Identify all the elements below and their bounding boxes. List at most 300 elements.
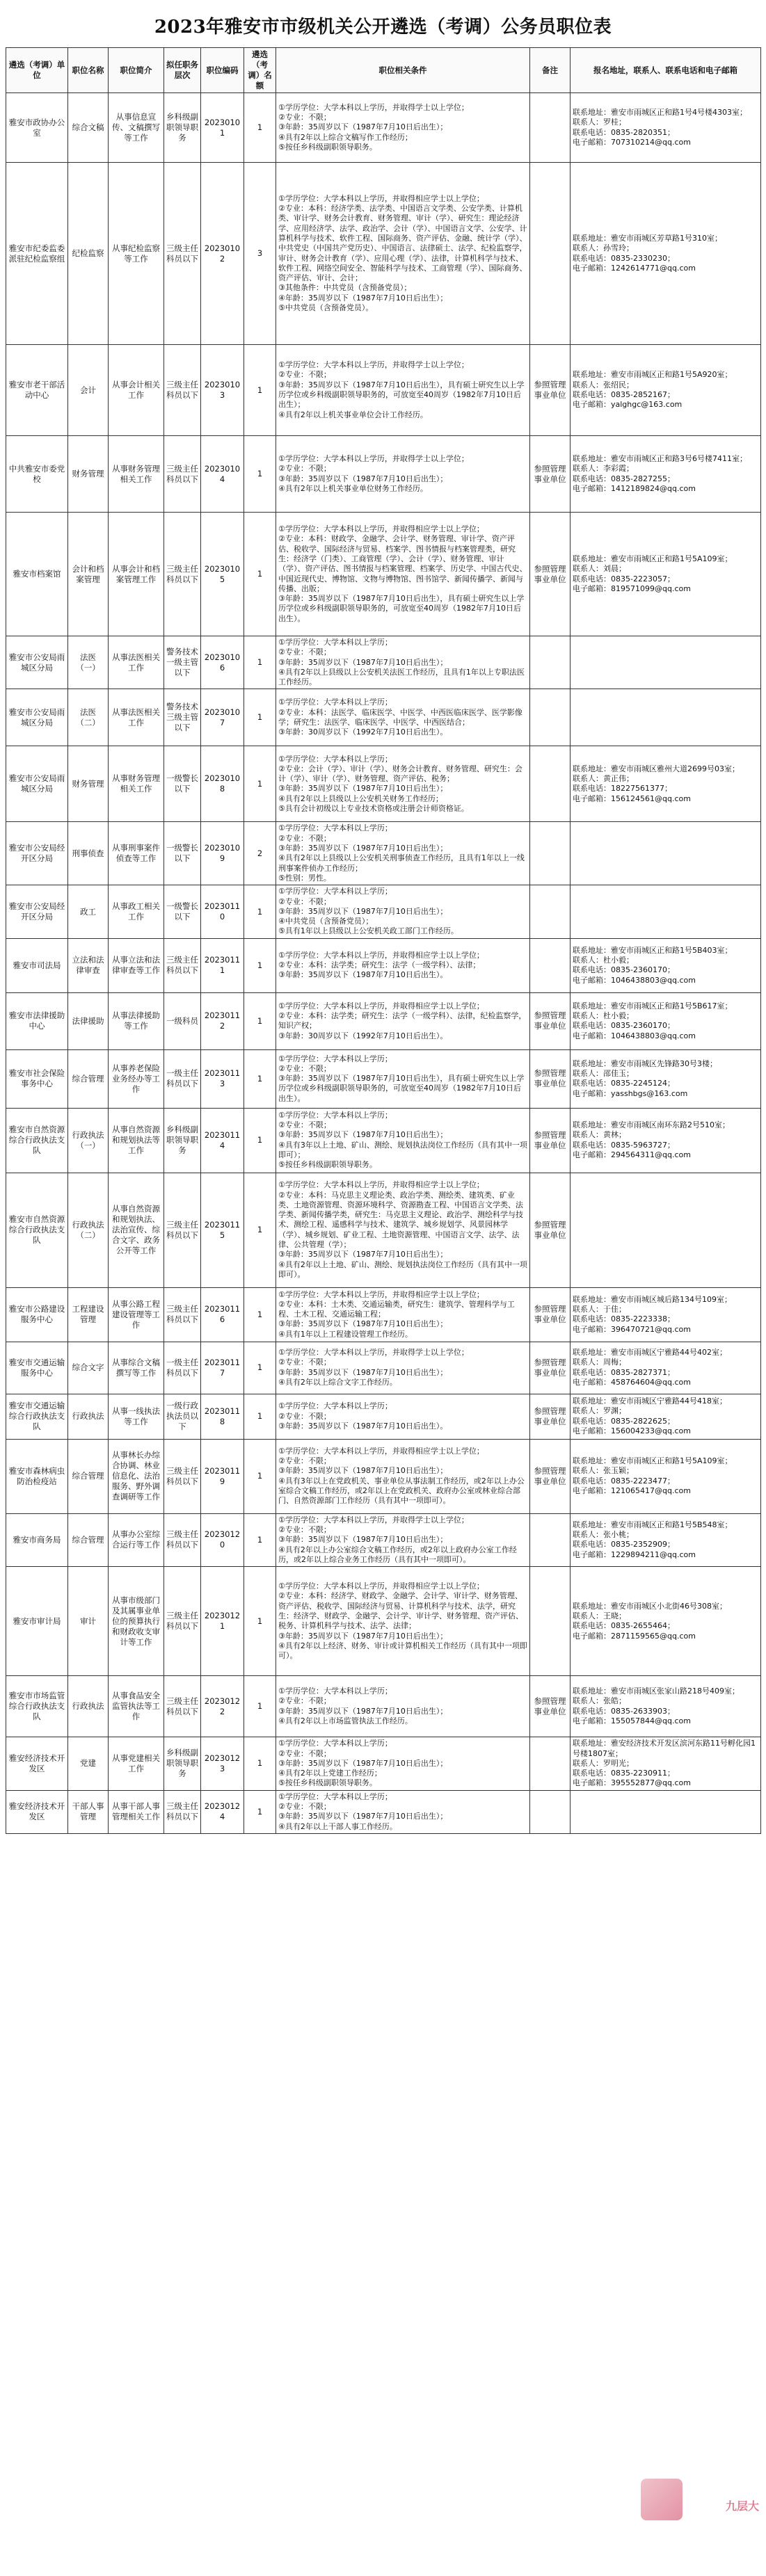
condition-line: ③年龄：35周岁以下（1987年7月10日后出生）； (278, 1466, 448, 1476)
cell-quota: 1 (244, 1737, 276, 1790)
condition-line: ②专业：本科：法医学、临床医学、中医学、中西医临床医学、医学影像学；研究生：法医学、临床医学、中医学、中西医结合； (278, 707, 522, 727)
condition-line: ④年龄：35周岁以下（1987年7月10日后出生）； (278, 293, 448, 303)
cell-contact (570, 163, 761, 345)
cell-contact (570, 1676, 761, 1737)
condition-line: ①学历学位：大学本科以上学历； (278, 1687, 392, 1696)
contact-line: 联系地址：雅安市雨城区正和路1号5B548室； (573, 1520, 733, 1529)
condition-line: ③年龄：35周岁以下（1987年7月10日后出生）； (278, 1130, 448, 1140)
cell-quota: 1 (244, 1049, 276, 1108)
contact-line: 电子邮箱：1229894211@qq.com (573, 1549, 696, 1559)
condition-line: ①学历学位：大学本科以上学历； (278, 1054, 392, 1063)
condition-line: ①学历学位：大学本科以上学历，并取得相应学士以上学位； (278, 1581, 484, 1591)
table-row (6, 1676, 761, 1737)
contact-line: 电子邮箱：156124561@qq.com (573, 794, 691, 803)
contact-line: 联系电话：0835-2820351； (573, 127, 675, 137)
table-row (6, 1790, 761, 1833)
contact-line: 联系电话：0835-2360170； (573, 1021, 675, 1031)
table-row (6, 345, 761, 436)
cell-code: 20230116 (201, 1287, 244, 1342)
condition-line: ②专业：本科：财政学、金融学、会计学、财务管理、审计学、资产评估、税收学、国际经济与贸易、档案学、图书情报与档案管理类，研究生：经济学（门类）、工商管理（学）、会计（学）、财务管理、审计（学）、资产评估、图书情报与档案管理、档案学、历史学、中国古代史、中国近现代史、博物馆、文物与博物馆、图书馆学、新闻传播学、新闻与传播、出版； (278, 534, 527, 593)
cell-position: 财务管理 (68, 746, 109, 822)
cell-quota: 1 (244, 1513, 276, 1566)
cell-unit: 雅安市市场监管综合行政执法支队 (6, 1676, 68, 1737)
contact-line: 联系人：张玉颖； (573, 1466, 634, 1476)
cell-contact (570, 93, 761, 163)
condition-line: ①学历学位：大学本科以上学历，并取得相应学士以上学位； (278, 1289, 484, 1299)
cell-quota: 1 (244, 93, 276, 163)
table-row (6, 1439, 761, 1513)
table-row (6, 1737, 761, 1790)
cell-position: 行政执法 (68, 1676, 109, 1737)
condition-line: ②专业：不限； (278, 1748, 331, 1758)
cell-position: 干部人事管理 (68, 1790, 109, 1833)
condition-line: ③年龄：35周岁以下（1987年7月10日后出生）； (278, 1535, 448, 1545)
condition-line: ③年龄：35周岁以下（1987年7月10日后出生）； (278, 657, 448, 667)
cell-conditions (276, 1049, 530, 1108)
header-quota: 遴选（考调）名额 (244, 48, 276, 93)
cell-quota: 1 (244, 1287, 276, 1342)
cell-unit: 雅安市交通运输综合行政执法支队 (6, 1394, 68, 1439)
cell-code: 20230118 (201, 1394, 244, 1439)
cell-quota: 1 (244, 1676, 276, 1737)
contact-line: 联系人：罗桂； (573, 118, 626, 127)
condition-line: ③年龄：35周岁以下（1987年7月10日后出生）； (278, 844, 448, 853)
condition-line: ③年龄：30周岁以下（1992年7月10日后出生）。 (278, 727, 448, 737)
contact-line: 联系人：张绍民； (573, 380, 634, 389)
cell-contact (570, 689, 761, 746)
condition-line: ②专业：不限； (278, 1411, 331, 1421)
cell-level: 三级主任科员以下 (164, 345, 201, 436)
cell-position: 审计 (68, 1567, 109, 1676)
cell-quota: 1 (244, 436, 276, 513)
cell-code: 20230112 (201, 992, 244, 1049)
condition-line: ③其他条件：中共党员（含预备党员）； (278, 283, 412, 293)
cell-conditions (276, 1342, 530, 1394)
cell-unit: 中共雅安市委党校 (6, 436, 68, 513)
condition-line: ③年龄：35周岁以下（1987年7月10日后出生）； (278, 1319, 448, 1329)
cell-code: 20230121 (201, 1567, 244, 1676)
cell-quota: 1 (244, 938, 276, 992)
contact-line: 电子邮箱：yalghgc@163.com (573, 400, 683, 410)
cell-quota: 1 (244, 636, 276, 689)
condition-line: ②专业：不限； (278, 1525, 331, 1535)
cell-level: 警务技术三级主管以下 (164, 689, 201, 746)
cell-level: 三级主任科员以下 (164, 163, 201, 345)
table-row (6, 513, 761, 636)
cell-intro: 从事法医相关工作 (109, 636, 164, 689)
contact-line: 联系电话：0835-2822625； (573, 1416, 675, 1426)
condition-line: ②专业：不限； (278, 896, 331, 906)
condition-line: ②专业：不限； (278, 1063, 331, 1073)
cell-code: 20230111 (201, 938, 244, 992)
cell-unit: 雅安市公安局雨城区分局 (6, 689, 68, 746)
contact-line: 电子邮箱：1412189824@qq.com (573, 483, 696, 493)
cell-unit: 雅安市森林病虫防治检疫站 (6, 1439, 68, 1513)
cell-position: 行政执法（二） (68, 1173, 109, 1287)
condition-line: ④具有2年以上综合文字工作经历。 (278, 1378, 397, 1387)
cell-quota: 1 (244, 885, 276, 938)
cell-unit: 雅安经济技术开发区 (6, 1737, 68, 1790)
cell-intro: 从事政工相关工作 (109, 885, 164, 938)
cell-conditions (276, 885, 530, 938)
condition-line: ①学历学位：大学本科以上学历，并取得相应学士以上学位； (278, 524, 484, 534)
contact-line: 电子邮箱：819571099@qq.com (573, 583, 691, 593)
contact-line: 联系电话：0835-2827371； (573, 1367, 675, 1377)
cell-code: 20230105 (201, 513, 244, 636)
cell-position: 财务管理 (68, 436, 109, 513)
cell-contact (570, 1394, 761, 1439)
cell-note: 参照管理事业单位 (530, 1049, 570, 1108)
condition-line: ①学历学位：大学本科以上学历，并取得相应学士以上学位； (278, 950, 484, 960)
cell-code: 20230117 (201, 1342, 244, 1394)
contact-line: 联系电话：0835-2223477； (573, 1476, 675, 1486)
condition-line: ⑤按任乡科级副职领导职务。 (278, 142, 377, 152)
contact-line: 联系地址：雅安市雨城区雅州大道2699号03室； (573, 764, 740, 773)
page-title: 2023年雅安市市级机关公开遴选（考调）公务员职位表 (154, 17, 612, 38)
contact-line: 联系地址：雅安市雨城区正和路1号5A109室； (573, 1456, 733, 1466)
cell-conditions (276, 746, 530, 822)
cell-code: 20230108 (201, 746, 244, 822)
cell-conditions (276, 1108, 530, 1173)
condition-line: ③年龄：35周岁以下（1987年7月10日后出生）。 (278, 1421, 448, 1431)
cell-contact (570, 636, 761, 689)
cell-conditions (276, 1394, 530, 1439)
contact-line: 联系电话：0835-2655464； (573, 1621, 675, 1631)
cell-unit: 雅安市公安局雨城区分局 (6, 636, 68, 689)
condition-line: ②专业：本科：经济学、财政学、金融学、会计学、审计学、财务管理、资产评估、税收学、国际经济与贸易、计算机科学与技术、法学，研究生：经济学、财政学、金融学、会计学、审计学、财务管理、资产评估、税务、计算机科学与技术、法学、法律； (278, 1591, 523, 1631)
cell-level: 一级警长以下 (164, 885, 201, 938)
cell-level: 一级警长以下 (164, 746, 201, 822)
contact-line: 联系地址：雅安市雨城区先锋路30号3楼； (573, 1058, 717, 1068)
condition-line: ①学历学位：大学本科以上学历，并取得学士以上学位； (278, 1515, 469, 1524)
cell-level: 三级主任科员以下 (164, 1567, 201, 1676)
cell-intro: 从事办公室综合运行等工作 (109, 1513, 164, 1566)
cell-position: 会计 (68, 345, 109, 436)
condition-line: ②专业：会计（学）、审计（学）、财务会计教育、财务管理、研究生：会计（学）、审计（学）、财务管理、资产评估、税务； (278, 764, 522, 784)
cell-note (530, 163, 570, 345)
contact-line: 联系地址：雅安市雨城区张家山路218号409室； (573, 1687, 740, 1696)
cell-intro: 从事党建相关工作 (109, 1737, 164, 1790)
cell-level: 三级主任科员以下 (164, 938, 201, 992)
cell-conditions (276, 1439, 530, 1513)
condition-line: ④具有2年以上县级以上公安机关刑事侦查工作经历，且具有1年以上一线刑事案件侦办工作经历； (278, 853, 525, 873)
cell-code: 20230123 (201, 1737, 244, 1790)
cell-code: 20230120 (201, 1513, 244, 1566)
contact-line: 联系人：张皓； (573, 1696, 626, 1706)
condition-line: ③年龄：35周岁以下（1987年7月10日后出生）； (278, 1812, 448, 1821)
cell-code: 20230109 (201, 822, 244, 885)
condition-line: ①学历学位：大学本科以上学历； (278, 1110, 392, 1120)
contact-line: 联系地址：雅安市雨城区正和路1号5B403室； (573, 945, 733, 955)
contact-line: 电子邮箱：155057844@qq.com (573, 1716, 691, 1726)
condition-line: ①学历学位：大学本科以上学历； (278, 1792, 392, 1801)
condition-line: ③年龄：35周岁以下（1987年7月10日后出生）； (278, 1706, 448, 1716)
table-row (6, 1394, 761, 1439)
cell-note: 参照管理事业单位 (530, 436, 570, 513)
cell-conditions (276, 93, 530, 163)
contact-line: 电子邮箱：1046438803@qq.com (573, 1031, 696, 1040)
cell-contact (570, 992, 761, 1049)
cell-position: 综合管理 (68, 1439, 109, 1513)
contact-line: 联系电话：0835-2223057； (573, 574, 675, 583)
condition-line: ②专业：不限； (278, 1456, 331, 1466)
contact-line: 联系人：杜小毅； (573, 1011, 634, 1020)
table-row (6, 885, 761, 938)
cell-position: 法医（二） (68, 689, 109, 746)
cell-contact (570, 1342, 761, 1394)
watermark-logo-icon (641, 2479, 683, 2520)
cell-note (530, 746, 570, 822)
condition-line: ③年龄：35周岁以下（1987年7月10日后出生）； (278, 906, 448, 916)
cell-note (530, 1567, 570, 1676)
condition-line: ③年龄：35周岁以下（1987年7月10日后出生）； (278, 474, 448, 483)
header-conditions: 职位相关条件 (276, 48, 530, 93)
cell-quota: 1 (244, 1342, 276, 1394)
cell-level: 三级主任科员以下 (164, 1790, 201, 1833)
condition-line: ①学历学位：大学本科以上学历； (278, 823, 392, 833)
contact-line: 联系地址：雅安市雨城区芳草路1号310室； (573, 233, 722, 243)
header-intro: 职位简介 (109, 48, 164, 93)
contact-line: 联系地址：雅安市雨城区南环东路2号510室； (573, 1120, 730, 1130)
table-row (6, 992, 761, 1049)
contact-line: 联系人：罗明光； (573, 1758, 634, 1768)
cell-contact (570, 1049, 761, 1108)
cell-intro: 从事自然资源和规划执法、法治宣传、综合文字、政务公开等工作 (109, 1173, 164, 1287)
cell-conditions (276, 1513, 530, 1566)
contact-line: 电子邮箱：1046438803@qq.com (573, 975, 696, 985)
cell-intro: 从事财务管理相关工作 (109, 436, 164, 513)
cell-unit: 雅安市公安局经开区分局 (6, 885, 68, 938)
cell-unit: 雅安市法律援助中心 (6, 992, 68, 1049)
cell-position: 立法和法律审查 (68, 938, 109, 992)
condition-line: ④具有2年以上经济、财务、审计或计算机相关工作经历（具有其中一项即可）。 (278, 1641, 527, 1661)
cell-contact (570, 1513, 761, 1566)
contact-line: 电子邮箱：396470721@qq.com (573, 1324, 691, 1334)
condition-line: ②专业：不限； (278, 1802, 331, 1812)
cell-contact (570, 746, 761, 822)
condition-line: ③年龄：35周岁以下（1987年7月10日后出生），具有硕士研究生以上学历学位或乡科级副职领导职务的，可放宽至40周岁（1982年7月10日后出生）。 (278, 1074, 525, 1103)
cell-position: 纪检监察 (68, 163, 109, 345)
cell-code: 20230114 (201, 1108, 244, 1173)
cell-intro: 从事市级部门及其属事业单位的预算执行和财政收支审计等工作 (109, 1567, 164, 1676)
cell-level: 一级主任科员以下 (164, 1342, 201, 1394)
cell-contact (570, 822, 761, 885)
header-unit: 遴选（考调）单位 (6, 48, 68, 93)
contact-line: 电子邮箱：707310214@qq.com (573, 137, 691, 147)
condition-line: ④中共党员（含预备党员）； (278, 917, 374, 926)
contact-line: 联系地址：雅安市雨城区正和路1号5A920室； (573, 370, 733, 380)
condition-line: ①学历学位：大学本科以上学历，并取得学士以上学位； (278, 1348, 469, 1358)
contact-line: 联系人：张小桃； (573, 1530, 634, 1540)
cell-contact (570, 1737, 761, 1790)
table-row (6, 93, 761, 163)
condition-line: ①学历学位：大学本科以上学历； (278, 1739, 392, 1748)
cell-contact (570, 1173, 761, 1287)
cell-quota: 1 (244, 1567, 276, 1676)
cell-code: 20230124 (201, 1790, 244, 1833)
cell-position: 综合管理 (68, 1513, 109, 1566)
table-row (6, 1567, 761, 1676)
cell-unit: 雅安市自然资源综合行政执法支队 (6, 1108, 68, 1173)
cell-note: 参照管理事业单位 (530, 1394, 570, 1439)
cell-code: 20230107 (201, 689, 244, 746)
condition-line: ②专业：本科：法学类；研究生：法学（一级学科）、法律，纪检监察学，知识产权； (278, 1011, 527, 1031)
cell-level: 警务技术一级主管以下 (164, 636, 201, 689)
condition-line: ④具有2年以上土地、矿山、测绘、规划执法岗位工作经历（具有其中一项即可）。 (278, 1259, 527, 1279)
condition-line: ④具有1年以上工程建设管理工作经历。 (278, 1329, 413, 1339)
cell-quota: 1 (244, 746, 276, 822)
cell-unit: 雅安市公安局经开区分局 (6, 822, 68, 885)
cell-intro: 从事养老保险业务经办等工作 (109, 1049, 164, 1108)
contact-line: 电子邮箱：156004233@qq.com (573, 1426, 691, 1436)
cell-intro: 从事干部人事管理相关工作 (109, 1790, 164, 1833)
condition-line: ①学历学位：大学本科以上学历，并取得学士以上学位； (278, 102, 469, 112)
condition-line: ③年龄：35周岁以下（1987年7月10日后出生），具有硕士研究生以上学历学位或乡科级副职领导职务的，可放宽至40周岁（1982年7月10日后出生）； (278, 380, 525, 410)
cell-conditions (276, 1676, 530, 1737)
cell-unit: 雅安市交通运输服务中心 (6, 1342, 68, 1394)
cell-intro: 从事法律援助等工作 (109, 992, 164, 1049)
condition-line: ③年龄：35周岁以下（1987年7月10日后出生）； (278, 1758, 448, 1768)
contact-line: 联系地址：雅安市雨城区城后路134号109室； (573, 1294, 732, 1304)
cell-conditions (276, 1173, 530, 1287)
cell-contact (570, 1790, 761, 1833)
cell-level: 乡科级副职领导职务 (164, 93, 201, 163)
cell-note (530, 885, 570, 938)
contact-line: 联系电话：0835-2223338； (573, 1314, 675, 1324)
table-row (6, 163, 761, 345)
cell-note: 参照管理事业单位 (530, 345, 570, 436)
condition-line: ③年龄：35周岁以下（1987年7月10日后出生）； (278, 122, 448, 132)
cell-conditions (276, 822, 530, 885)
cell-intro: 从事财务管理相关工作 (109, 746, 164, 822)
table-row (6, 1173, 761, 1287)
contact-line: 电子邮箱：395552877@qq.com (573, 1778, 691, 1788)
condition-line: ②专业：本科：马克思主义理论类、政治学类、测绘类、建筑类、矿业类、土地资源管理、资源环境科学、资源勘查工程、中国语言文学类、法学类、新闻传播学类，研究生：马克思主义理论、政治学、测绘科学与技术、测绘工程、遥感科学与技术、建筑学、城乡规划学、风景园林学（学）、城乡规划、矿业工程、土地资源管理、中国语言文学、法学、法律、公共管理（学）； (278, 1190, 523, 1250)
cell-intro: 从事会计相关工作 (109, 345, 164, 436)
condition-line: ③年龄：35周岁以下（1987年7月10日后出生）； (278, 1631, 448, 1641)
cell-unit: 雅安市公路建设服务中心 (6, 1287, 68, 1342)
contact-line: 联系电话：0835-2245124； (573, 1079, 675, 1088)
cell-level: 三级主任科员以下 (164, 1173, 201, 1287)
contact-line: 电子邮箱：1242614771@qq.com (573, 263, 696, 273)
cell-code: 20230122 (201, 1676, 244, 1737)
header-level: 拟任职务层次 (164, 48, 201, 93)
condition-line: ②专业：不限； (278, 1696, 331, 1706)
cell-quota: 1 (244, 992, 276, 1049)
cell-contact (570, 513, 761, 636)
cell-contact (570, 436, 761, 513)
cell-conditions (276, 513, 530, 636)
contact-line: 联系电话：0835-2633903； (573, 1706, 675, 1716)
cell-conditions (276, 345, 530, 436)
cell-intro: 从事自然资源和规划执法等工作 (109, 1108, 164, 1173)
table-row (6, 746, 761, 822)
cell-note (530, 689, 570, 746)
contact-line: 联系人：于佳； (573, 1304, 626, 1314)
condition-line: ⑤具有1年以上县级以上公安机关政工部门工作经历。 (278, 926, 458, 936)
condition-line: ①学历学位：大学本科以上学历，并取得学士以上学位； (278, 453, 469, 463)
cell-contact (570, 885, 761, 938)
condition-line: ①学历学位：大学本科以上学历； (278, 638, 392, 647)
condition-line: ④具有3年以上在党政机关、事业单位从事法制工作经历，或2年以上办公室综合文稿工作经历，或2年以上在党政机关、政府办公室或林业综合部门、自然资源部门工作经历（具有其中一项即可）。 (278, 1476, 525, 1506)
cell-code: 20230115 (201, 1173, 244, 1287)
header-contact: 报名地址，联系人、联系电话和电子邮箱 (570, 48, 761, 93)
cell-unit: 雅安市公安局雨城区分局 (6, 746, 68, 822)
cell-unit: 雅安市商务局 (6, 1513, 68, 1566)
condition-line: ④具有2年以上干部人事工作经历。 (278, 1821, 397, 1831)
condition-line: ③年龄：30周岁以下（1992年7月10日后出生）。 (278, 1031, 448, 1040)
cell-level: 三级主任科员以下 (164, 1513, 201, 1566)
contact-line: 电子邮箱：yasshbgs@163.com (573, 1088, 688, 1098)
cell-intro: 从事综合文稿撰写等工作 (109, 1342, 164, 1394)
cell-code: 20230103 (201, 345, 244, 436)
cell-intro: 从事食品安全监管执法等工作 (109, 1676, 164, 1737)
contact-line: 联系电话：0835-2230911； (573, 1769, 675, 1778)
table-row (6, 1513, 761, 1566)
table-row (6, 1049, 761, 1108)
contact-line: 联系电话：0835-2852167； (573, 390, 675, 399)
condition-line: ③年龄：35周岁以下（1987年7月10日后出生），具有硕士研究生以上学历学位或乡科级副职领导职务的，可放宽至40周岁（1982年7月10日后出生）。 (278, 594, 525, 623)
cell-code: 20230102 (201, 163, 244, 345)
cell-quota: 3 (244, 163, 276, 345)
cell-position: 政工 (68, 885, 109, 938)
cell-note: 参照管理事业单位 (530, 1439, 570, 1513)
cell-level: 一级主任科员以下 (164, 1049, 201, 1108)
contact-line: 联系电话：0835-2360170； (573, 965, 675, 975)
cell-code: 20230104 (201, 436, 244, 513)
condition-line: ②专业：不限； (278, 370, 331, 380)
position-table (6, 47, 761, 1834)
cell-note (530, 93, 570, 163)
condition-line: ①学历学位：大学本科以上学历，并取得相应学士以上学位； (278, 193, 484, 203)
cell-contact (570, 1287, 761, 1342)
cell-contact (570, 1108, 761, 1173)
cell-level: 乡科级副职领导职务 (164, 1108, 201, 1173)
cell-note: 参照管理事业单位 (530, 1676, 570, 1737)
cell-level: 一级科员 (164, 992, 201, 1049)
contact-line: 联系地址：雅安市雨城区宁雅路44号418室； (573, 1396, 727, 1406)
condition-line: ②专业：不限； (278, 113, 331, 122)
condition-line: ②专业：不限； (278, 464, 331, 474)
contact-line: 电子邮箱：2871159565@qq.com (573, 1631, 696, 1641)
cell-code: 20230101 (201, 93, 244, 163)
condition-line: ④具有2年以上县级以上公安机关法医工作经历，且具有1年以上专职法医工作经历。 (278, 667, 525, 687)
cell-intro: 从事信息宣传、文稿撰写等工作 (109, 93, 164, 163)
condition-line: ②专业：本科：法学类；研究生：法学（一级学科）、法律； (278, 960, 481, 970)
cell-conditions (276, 1567, 530, 1676)
condition-line: ①学历学位：大学本科以上学历，并取得相应学士以上学位； (278, 1001, 484, 1011)
table-header-row (6, 48, 761, 93)
contact-line: 联系人：孙雪玲； (573, 243, 634, 253)
cell-note: 参照管理事业单位 (530, 1108, 570, 1173)
table-row (6, 1108, 761, 1173)
cell-quota: 1 (244, 1439, 276, 1513)
condition-line: ④具有2年以上党建工作经历； (278, 1769, 382, 1778)
cell-level: 三级主任科员以下 (164, 1676, 201, 1737)
table-row (6, 1342, 761, 1394)
condition-line: ⑤按任乡科级副职领导职务。 (278, 1160, 377, 1170)
cell-position: 刑事侦查 (68, 822, 109, 885)
contact-line: 联系地址：雅安市雨城区小北街46号308室； (573, 1601, 727, 1611)
condition-line: ①学历学位：大学本科以上学历，并取得学士以上学位； (278, 360, 469, 370)
cell-quota: 1 (244, 1394, 276, 1439)
cell-unit: 雅安市纪委监委派驻纪检监察组 (6, 163, 68, 345)
cell-note (530, 1737, 570, 1790)
cell-conditions (276, 436, 530, 513)
cell-quota: 1 (244, 513, 276, 636)
cell-position: 工程建设管理 (68, 1287, 109, 1342)
contact-line: 联系人：罗渊； (573, 1406, 626, 1416)
